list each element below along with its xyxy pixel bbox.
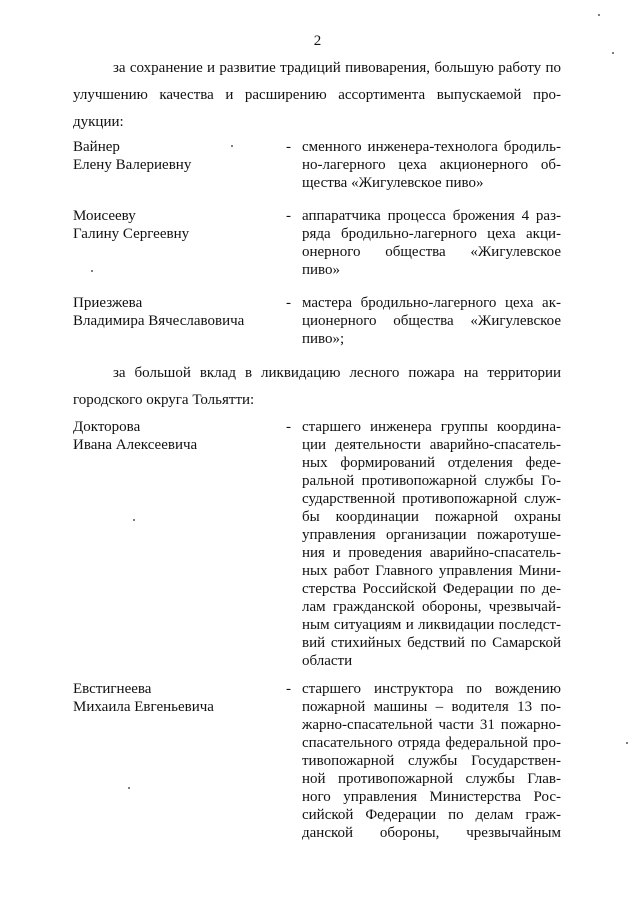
position-line: ции деятельности аварийно-спасатель- (302, 437, 561, 453)
position-line: данской обороны, чрезвычайным (302, 825, 561, 841)
position-line: сийской Федерации по делам граж- (302, 807, 561, 823)
scan-speck (612, 52, 614, 54)
recipient-name (73, 207, 273, 243)
position-line: сменного инженера-технолога бродиль- (302, 139, 561, 155)
position-line: аппаратчика процесса брожения 4 раз- (302, 208, 561, 224)
recipient-position (302, 138, 561, 192)
scan-speck (128, 787, 130, 789)
position-line: стерства Российской Федерации по де- (302, 581, 561, 597)
position-line: ного управления Министерства Рос- (302, 789, 561, 805)
intro-line: улучшению качества и расширению ассортимента выпускаемой про- (73, 87, 561, 103)
entry-dash: - (286, 419, 291, 435)
recipient-position (302, 418, 561, 670)
position-line: вий стихийных бедствий по Самарской (302, 635, 561, 651)
name-line: Владимира Вячеславовича (73, 313, 245, 329)
name-line: Галину Сергеевну (73, 226, 190, 242)
position-line: пожарной машины – водителя 13 по- (302, 699, 561, 715)
entry-dash: - (286, 208, 291, 224)
recipient-name (73, 138, 273, 174)
recipient-name (73, 294, 273, 330)
recipient-name (73, 680, 273, 716)
scan-speck (598, 14, 600, 16)
position-line: старшего инструктора по вождению (302, 681, 561, 697)
intro-line: за сохранение и развитие традиций пивоварения, большую работу по (113, 60, 561, 76)
position-line: области (302, 653, 353, 669)
position-line: бы координации пожарной охраны (302, 509, 561, 525)
page-number: 2 (313, 33, 322, 49)
name-line: Елену Валериевну (73, 157, 192, 173)
position-line: ных формирований отделения феде- (302, 455, 561, 471)
entry-dash: - (286, 681, 291, 697)
name-line: Ивана Алексеевича (73, 437, 198, 453)
position-line: ральной противопожарной службы Го- (302, 473, 561, 489)
name-line: Вайнер (73, 139, 120, 155)
scan-speck (133, 519, 135, 521)
entry-dash: - (286, 295, 291, 311)
intro-paragraph (73, 55, 561, 136)
position-line: лам гражданской обороны, чрезвычай- (302, 599, 561, 615)
position-line: управления организации пожаротуше- (302, 527, 561, 543)
name-line: Докторова (73, 419, 141, 435)
name-line: Приезжева (73, 295, 143, 311)
name-line: Моисееву (73, 208, 136, 224)
position-line: ных работ Главного управления Мини- (302, 563, 561, 579)
position-line: сударственной противопожарной служ- (302, 491, 561, 507)
position-line: щества «Жигулевское пиво» (302, 175, 484, 191)
name-line: Евстигнеева (73, 681, 152, 697)
scan-speck (91, 270, 93, 272)
position-line: старшего инженера группы координа- (302, 419, 561, 435)
recipient-position (302, 207, 561, 279)
position-line: пиво» (302, 262, 341, 278)
position-line: ряда бродильно-лагерного цеха акци- (302, 226, 561, 242)
position-line: онерного общества «Жигулевское (302, 244, 561, 260)
position-line: ным ситуациям и ликвидации последст- (302, 617, 561, 633)
position-line: тивопожарной службы Государствен- (302, 753, 561, 769)
recipient-name (73, 418, 273, 454)
position-line: пиво»; (302, 331, 345, 347)
recipient-position (302, 294, 561, 348)
position-line: ционерного общества «Жигулевское (302, 313, 561, 329)
position-line: ния и проведения аварийно-спасатель- (302, 545, 561, 561)
section-intro-paragraph (73, 360, 561, 414)
recipient-position (302, 680, 561, 842)
intro-line: дукции: (73, 114, 124, 130)
entry-dash: - (286, 139, 291, 155)
section-intro-line: за большой вклад в ликвидацию лесного пожара на территории (113, 365, 561, 381)
position-line: мастера бродильно-лагерного цеха ак- (302, 295, 561, 311)
section-intro-line: городского округа Тольятти: (73, 392, 255, 408)
position-line: но-лагерного цеха акционерного об- (302, 157, 561, 173)
name-line: Михаила Евгеньевича (73, 699, 214, 715)
position-line: жарно-спасательной части 31 пожарно- (302, 717, 561, 733)
position-line: ной противопожарной службы Глав- (302, 771, 561, 787)
scan-speck (231, 145, 233, 147)
scan-speck (626, 742, 628, 744)
position-line: спасательного отряда федеральной про- (302, 735, 561, 751)
